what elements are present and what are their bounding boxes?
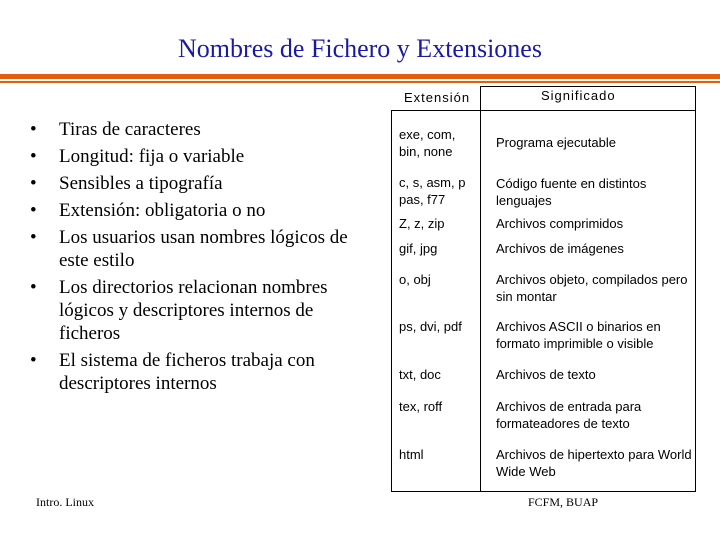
cell-extension: gif, jpg [399, 241, 438, 256]
table-column-divider [480, 86, 481, 492]
bullet-icon: • [30, 146, 37, 167]
bullet-icon: • [30, 227, 37, 248]
cell-significado: Archivos de entrada para formateadores de texto [496, 399, 642, 431]
bullet-icon: • [30, 173, 37, 194]
cell-extension: txt, doc [399, 367, 441, 382]
cell-significado: Código fuente en distintos lenguajes [496, 176, 647, 208]
header-extension: Extensión [404, 90, 471, 105]
title-rule-thin [0, 81, 720, 83]
cell-significado: Archivos de hipertexto para World Wide Web [496, 447, 692, 479]
bullet-icon: • [30, 119, 37, 140]
bullet-text: Sensibles a tipografía [59, 173, 223, 194]
bullet-text: Extensión: obligatoria o no [59, 200, 266, 221]
bullet-item [30, 199, 360, 222]
table-header-border [391, 110, 696, 111]
bullet-item [30, 349, 360, 395]
header-significado: Significado [541, 88, 616, 103]
cell-extension: o, obj [399, 272, 431, 287]
footer-right: FCFM, BUAP [528, 495, 599, 509]
table-left-border [391, 110, 392, 492]
cell-significado: Archivos de texto [496, 367, 596, 382]
cell-significado: Archivos objeto, compilados pero sin montar [496, 272, 688, 304]
cell-significado: Archivos ASCII o binarios en formato imprimible o visible [496, 319, 661, 351]
cell-significado: Archivos de imágenes [496, 241, 624, 256]
bullet-text: Tiras de caracteres [59, 119, 201, 140]
bullet-list [30, 118, 360, 399]
bullet-text: Longitud: fija o variable [59, 146, 245, 167]
footer-left: Intro. Linux [36, 495, 94, 509]
bullet-item [30, 276, 360, 345]
bullet-item [30, 145, 360, 168]
bullet-icon: • [30, 200, 37, 221]
table-top-border [480, 86, 696, 87]
cell-extension: html [399, 447, 424, 462]
cell-extension: c, s, asm, p pas, f77 [399, 175, 466, 207]
table-bottom-border [391, 491, 696, 492]
cell-significado: Programa ejecutable [496, 135, 616, 150]
slide-title: Nombres de Fichero y Extensiones [178, 34, 542, 63]
cell-extension: exe, com, bin, none [399, 127, 456, 159]
bullet-item [30, 226, 360, 272]
bullet-item [30, 172, 360, 195]
bullet-text: Los directorios relacionan nombres lógicos y descriptores internos de ficheros [59, 277, 328, 344]
bullet-item [30, 118, 360, 141]
table-right-border [695, 86, 696, 492]
cell-significado: Archivos comprimidos [496, 216, 624, 231]
bullet-text: El sistema de ficheros trabaja con descriptores internos [59, 350, 315, 394]
cell-extension: Z, z, zip [399, 216, 445, 231]
cell-extension: ps, dvi, pdf [399, 319, 462, 334]
cell-extension: tex, roff [399, 399, 443, 414]
title-rule-thick [0, 74, 720, 79]
bullet-icon: • [30, 277, 37, 298]
bullet-text: Los usuarios usan nombres lógicos de este estilo [59, 227, 348, 271]
bullet-icon: • [30, 350, 37, 371]
